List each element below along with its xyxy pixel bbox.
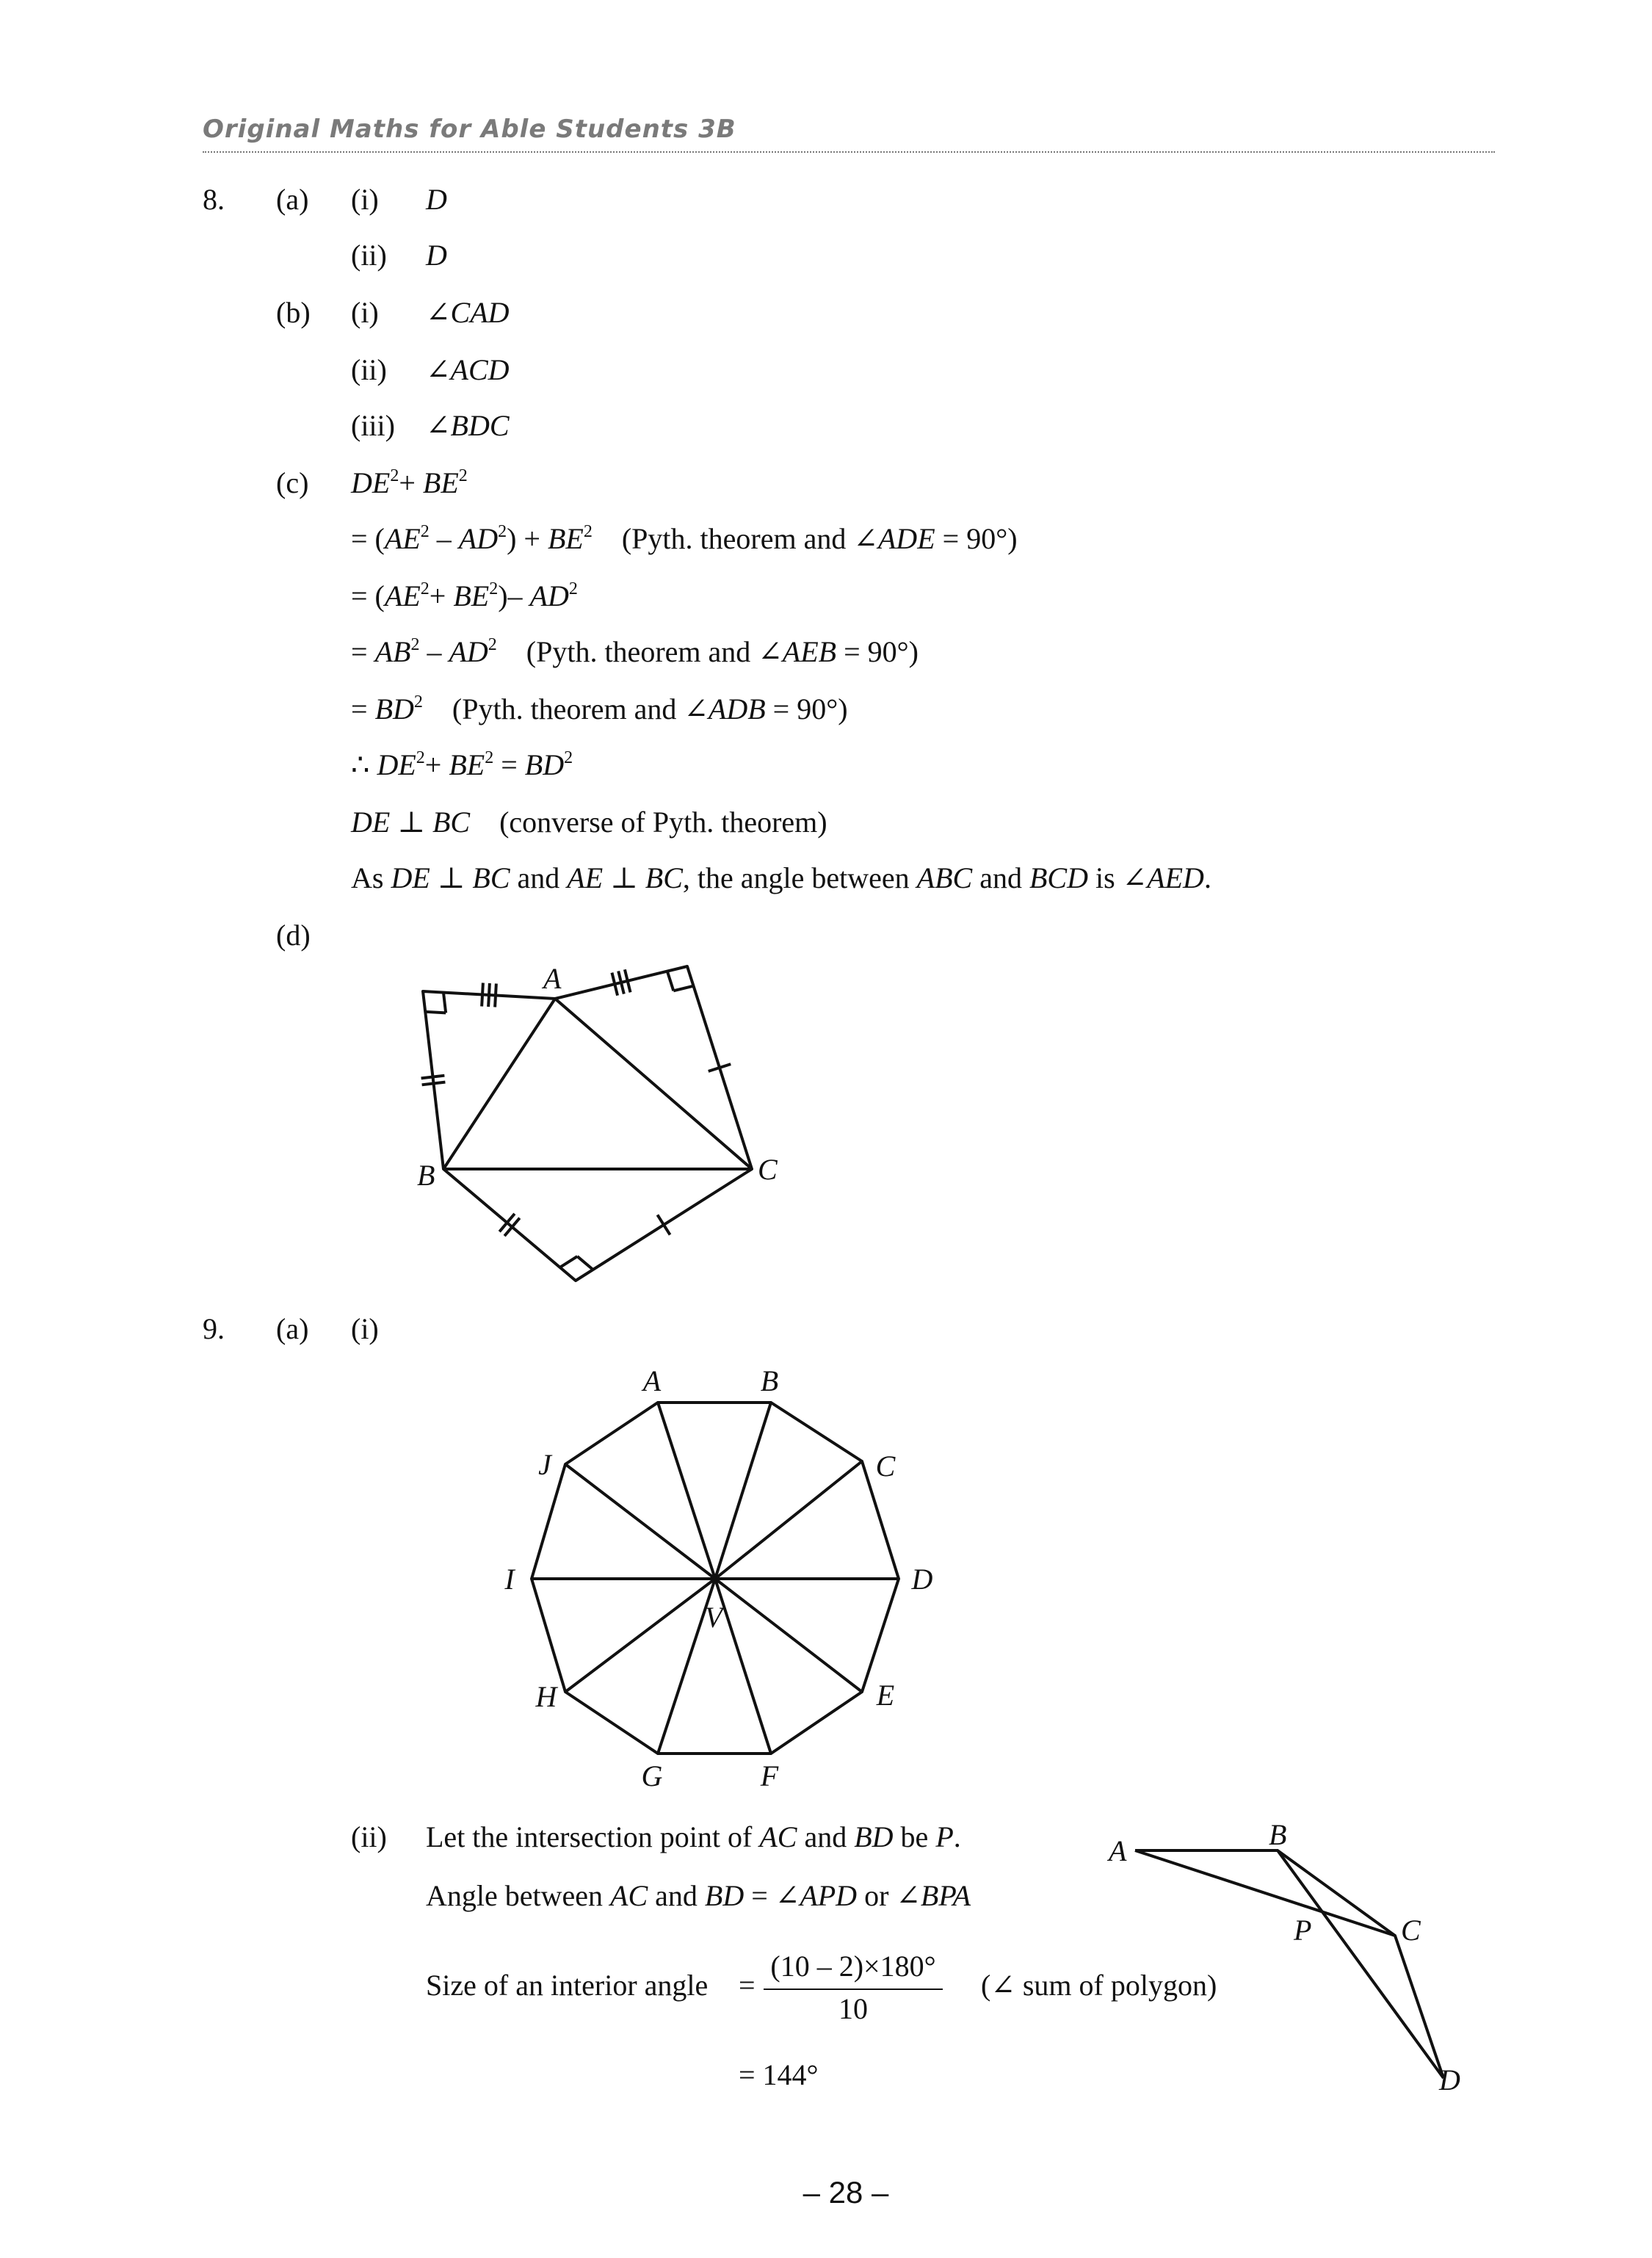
math-text: = 90°) [765, 692, 848, 725]
math-text: Angle between [426, 1879, 611, 1912]
math-text: BE [547, 522, 584, 555]
vertex-label-c: C [758, 1153, 778, 1186]
superscript: 2 [489, 579, 499, 598]
math-text: DE [377, 748, 416, 781]
part-label: (a) [276, 1312, 309, 1345]
math-text: = 90°) [935, 522, 1018, 555]
math-text: ∠AED [1122, 861, 1204, 894]
math-text: ∠ADB [684, 692, 766, 725]
math-text: (converse of Pyth. theorem) [470, 806, 827, 839]
small-label-a: A [1109, 1834, 1127, 1867]
math-text: = [744, 1879, 775, 1912]
line-bd [1278, 1850, 1443, 2078]
math-text: ⊥ [390, 806, 432, 839]
result: = 144° [739, 2058, 819, 2091]
decagon-label-i: I [504, 1563, 515, 1596]
math-text: ∠ACD [426, 353, 510, 386]
question-number: 8. [203, 183, 225, 216]
math-text: or [857, 1879, 896, 1912]
math-text: and [510, 861, 568, 894]
radius-to-vertex [715, 1461, 862, 1579]
radius-to-vertex [715, 1579, 771, 1754]
math-text: AD [449, 635, 488, 668]
math-text: (Pyth. theorem and [422, 692, 684, 725]
math-text: AC [759, 1820, 797, 1853]
right-angle-mark [673, 986, 693, 991]
math-text: AE [384, 522, 421, 555]
fraction-numerator: (10 – 2)×180° [770, 1950, 936, 1983]
radius-to-vertex [658, 1403, 715, 1579]
superscript: 2 [564, 748, 573, 767]
small-label-b: B [1269, 1818, 1287, 1851]
math-text: + [424, 748, 449, 781]
math-text: BC [645, 861, 683, 894]
subpart-label: (i) [351, 1312, 379, 1345]
math-text: D [426, 239, 447, 272]
math-text: ∠CAD [426, 296, 510, 329]
math-text: ⊥ [430, 861, 473, 894]
side-ab [443, 999, 555, 1169]
math-text: , the angle between [682, 861, 917, 894]
question-number: 9. [203, 1312, 225, 1345]
vertex-label-b: B [417, 1159, 435, 1192]
superscript: 2 [568, 579, 578, 598]
math-text: P [935, 1820, 954, 1853]
radius-to-vertex [565, 1579, 715, 1692]
superscript: 2 [416, 748, 425, 767]
superscript: 2 [498, 522, 507, 541]
fraction-denominator: 10 [838, 1992, 868, 2025]
math-text: ) + [507, 522, 548, 555]
part-label: (a) [276, 183, 309, 216]
running-header: Original Maths for Able Students 3B [203, 115, 736, 144]
line-ac [1135, 1850, 1395, 1936]
right-angle-mark [443, 993, 446, 1013]
right-angle-mark [425, 1012, 446, 1013]
math-text: and [648, 1879, 705, 1912]
math-text: = [351, 635, 375, 668]
subpart-label: (i) [351, 183, 379, 216]
diagram-8d [421, 966, 752, 1281]
math-text: = [351, 692, 375, 725]
math-text: ∠ADE [853, 522, 935, 555]
equal-length-tick [422, 1082, 446, 1085]
decagon-label-f: F [760, 1759, 779, 1792]
math-text: DE [391, 861, 430, 894]
math-text: (Pyth. theorem and [496, 635, 758, 668]
decagon-label-h: H [535, 1680, 557, 1713]
page-number: – 28 – [803, 2175, 889, 2210]
right-angle-mark [667, 971, 674, 991]
decagon-label-e: E [876, 1679, 895, 1712]
part-label: (b) [276, 296, 311, 329]
equal-length-tick [421, 1076, 445, 1079]
path-a-b-c-d [1135, 1850, 1443, 2078]
side-ac [555, 999, 752, 1169]
math-text: + [399, 466, 423, 499]
equals-sign: = [739, 1969, 756, 2002]
math-text: BCD [1029, 861, 1088, 894]
decagon-label-a: A [642, 1364, 662, 1397]
math-text: BC [472, 861, 510, 894]
math-text: As [351, 861, 391, 894]
superscript: 2 [390, 466, 399, 485]
subpart-label: (i) [351, 296, 379, 329]
math-text: AD [529, 579, 569, 612]
right-angle-mark [577, 1256, 593, 1270]
math-text: = 90°) [836, 635, 919, 668]
decagon-label-c: C [875, 1450, 896, 1483]
math-text: BD [854, 1820, 894, 1853]
vertex-label-a: A [543, 962, 562, 995]
math-text: . [1203, 861, 1211, 894]
right-angle-mark [560, 1256, 578, 1267]
small-label-c: C [1401, 1914, 1421, 1947]
superscript: 2 [458, 466, 468, 485]
math-text: BD [374, 692, 414, 725]
decagon-label-g: G [641, 1759, 663, 1792]
interior-angle-label: Size of an interior angle [426, 1969, 709, 2002]
math-text: = [493, 748, 525, 781]
math-text: and [797, 1820, 855, 1853]
math-text: AE [567, 861, 604, 894]
small-figure-abcd [1135, 1850, 1443, 2078]
math-text: AE [384, 579, 421, 612]
superscript: 2 [488, 635, 497, 654]
math-text: Let the intersection point of [426, 1820, 760, 1853]
math-text: BE [422, 466, 459, 499]
math-text: BC [432, 806, 471, 839]
math-text: D [426, 183, 447, 216]
superscript: 2 [413, 692, 423, 712]
math-text: BD [524, 748, 565, 781]
subpart-label: (ii) [351, 1820, 387, 1853]
radius-to-vertex [715, 1579, 862, 1692]
part-label: (c) [276, 466, 309, 499]
math-text: – [429, 522, 459, 555]
superscript: 2 [485, 748, 494, 767]
math-text: )– [498, 579, 530, 612]
math-text: – [419, 635, 449, 668]
small-label-d: D [1439, 2063, 1460, 2096]
math-text: DE [351, 466, 391, 499]
superscript: 2 [420, 579, 430, 598]
equal-length-tick [488, 983, 490, 1007]
superscript: 2 [410, 635, 420, 654]
decagon-label-v: V [704, 1601, 723, 1634]
math-text: ∠APD [775, 1879, 858, 1912]
math-text: = ( [351, 579, 385, 612]
math-text: DE [351, 806, 391, 839]
math-text: AC [610, 1879, 648, 1912]
superscript: 2 [583, 522, 593, 541]
reason: (∠ sum of polygon) [981, 1969, 1217, 2002]
decagon-label-d: D [911, 1563, 933, 1596]
math-text: ∴ [351, 748, 377, 781]
equal-length-tick [482, 983, 483, 1007]
math-text: ⊥ [603, 861, 645, 894]
math-text: and [972, 861, 1029, 894]
math-text: BD [704, 1879, 745, 1912]
math-text: BE [453, 579, 490, 612]
math-text: ABC [916, 861, 973, 894]
decagon-label-b: B [760, 1364, 779, 1397]
equal-length-tick [495, 984, 496, 1007]
radius-to-vertex [715, 1403, 771, 1579]
math-text: ∠BPA [896, 1879, 971, 1912]
subpart-label: (ii) [351, 239, 387, 272]
math-text: is [1087, 861, 1123, 894]
decagon-figure [532, 1403, 899, 1754]
math-text: BE [449, 748, 485, 781]
math-text: ∠BDC [426, 409, 510, 442]
math-text: AB [374, 635, 411, 668]
radius-to-vertex [565, 1464, 715, 1579]
math-text: = ( [351, 522, 385, 555]
math-text: be [893, 1820, 936, 1853]
subpart-label: (ii) [351, 353, 387, 386]
part-label: (d) [276, 919, 311, 952]
small-label-p: P [1294, 1914, 1312, 1947]
math-text: AD [458, 522, 499, 555]
superscript: 2 [420, 522, 430, 541]
math-text: (Pyth. theorem and [592, 522, 854, 555]
math-text: ∠AEB [758, 635, 837, 668]
math-text: + [429, 579, 454, 612]
subpart-label: (iii) [351, 409, 395, 442]
decagon-label-j: J [538, 1448, 551, 1481]
math-text: . [953, 1820, 961, 1853]
equal-length-tick [657, 1215, 670, 1234]
